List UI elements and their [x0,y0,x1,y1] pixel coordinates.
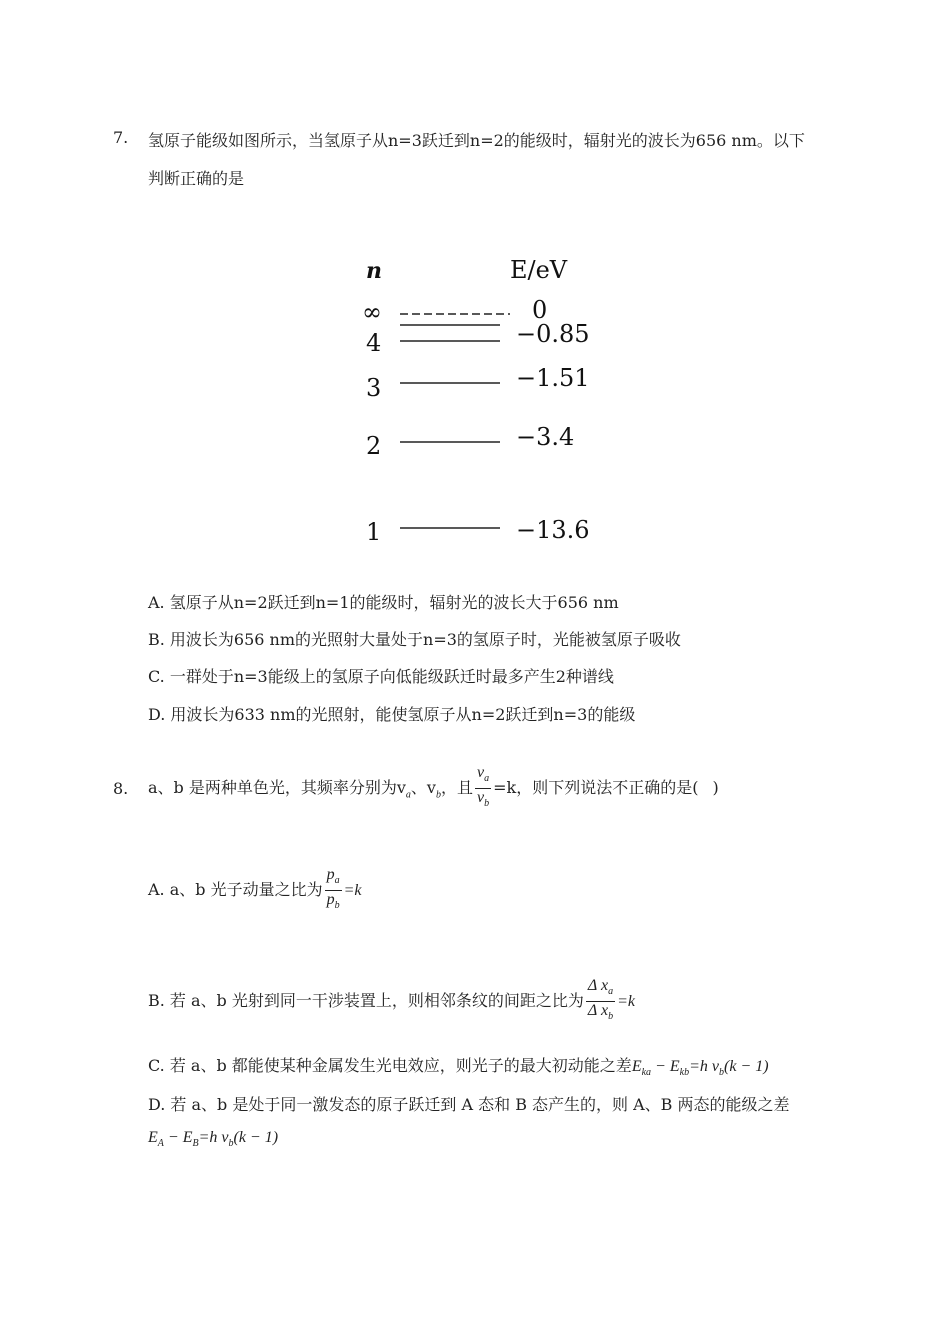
q8-optA-text: A. a、b 光子动量之比为 [148,880,323,900]
q8-optA-num-sub: a [334,875,340,887]
q8-option-a [148,866,362,915]
q7-stem-line2: 判断正确的是 [148,169,245,188]
q8-optB-frac [586,977,615,1026]
q8-optD-subA: A [157,1138,164,1150]
q8-optD-minus: − E [163,1129,193,1146]
q8-stem-paren: ) [712,778,719,798]
q8-optB-num-sub: a [608,986,614,998]
q8-optC-text: C. 若 a、b 都能使某种金属发生光电效应，则光子的最大初动能之差 [148,1056,632,1075]
q8-optB-den: Δ x [587,1002,609,1020]
q8-optA-den: p [326,891,335,909]
q8-option-b [148,977,635,1026]
q8-stem-post: =k，则下列说法不正确的是( [493,778,699,798]
q8-optD-E1: E [148,1129,158,1146]
q8-number: 8. [113,779,129,798]
energy-level-diagram [360,252,600,552]
q8-optC-rest: =h v [689,1058,719,1075]
q8-stem-and: ，且 [440,778,473,798]
q7-stem-line1: 氢原子能级如图所示，当氢原子从n=3跃迁到n=2的能级时，辐射光的波长为656 nm。以下 [148,131,805,150]
q8-optD-tail: (k − 1) [233,1129,279,1146]
level-e-inf: 0 [532,296,548,324]
q8-stem-pre: a、b 是两种单色光，其频率分别为v [148,778,406,798]
q8-option-c [148,1053,769,1078]
q8-frac-num: v [476,764,485,781]
q8-optA-frac [325,866,342,915]
q8-optC-minus: − E [651,1058,680,1075]
q8-sub-a: a [405,789,411,801]
level-e-3: −1.51 [516,364,590,392]
q8-optC-sub2: kb [679,1067,690,1079]
q8-sub-b: b [435,789,441,801]
q8-frac-den-sub: b [484,798,490,810]
diagram-n-header: n [366,258,382,284]
q7-number: 7. [113,128,129,147]
level-n-3: 3 [366,374,382,402]
q8-optB-tail: =k [617,993,635,1011]
q8-frac-num-sub: a [484,773,490,785]
q7-option-d: D. 用波长为633 nm的光照射，能使氢原子从n=2跃迁到n=3的能级 [148,705,636,724]
q8-optC-tail: (k − 1) [723,1058,769,1075]
q8-frac-den: v [476,789,485,807]
q8-optC-sub-b: b [718,1067,724,1079]
q8-frac-v [475,764,491,813]
level-n-2: 2 [366,432,382,460]
q8-optD-subB: B [192,1138,199,1150]
level-e-1: −13.6 [516,516,590,544]
q7-option-b: B. 用波长为656 nm的光照射大量处于n=3的氢原子时，光能被氢原子吸收 [148,630,681,649]
diagram-e-header: E/eV [510,256,568,284]
q8-option-d-line2 [148,1127,278,1149]
q8-optC-sub1: ka [641,1067,652,1079]
q8-optA-num: p [326,866,335,883]
level-n-4: 4 [366,329,382,357]
level-e-2: −3.4 [516,423,575,451]
q8-optD-rest: =h v [198,1129,229,1146]
level-n-1: 1 [366,518,382,546]
q8-optA-tail: =k [343,882,362,900]
q8-optB-num: Δ x [587,977,609,994]
q8-optC-E1: E [631,1058,642,1075]
q7-option-c: C. 一群处于n=3能级上的氢原子向低能级跃迁时最多产生2种谱线 [148,667,614,686]
q8-optA-den-sub: b [334,900,340,912]
q8-option-d-line1: D. 若 a、b 是处于同一激发态的原子跃迁到 A 态和 B 态产生的，则 A、B 两态的能级之差 [148,1095,790,1114]
q8-stem-mid: 、v [410,778,436,798]
q8-optD-sub-b: b [228,1138,234,1150]
q8-optB-text: B. 若 a、b 光射到同一干涉装置上，则相邻条纹的间距之比为 [148,991,584,1011]
q8-optB-den-sub: b [608,1011,614,1023]
q7-option-a: A. 氢原子从n=2跃迁到n=1的能级时，辐射光的波长大于656 nm [148,593,619,612]
q8-stem [148,764,719,813]
level-e-4: −0.85 [516,320,590,348]
level-n-inf: ∞ [362,298,382,326]
